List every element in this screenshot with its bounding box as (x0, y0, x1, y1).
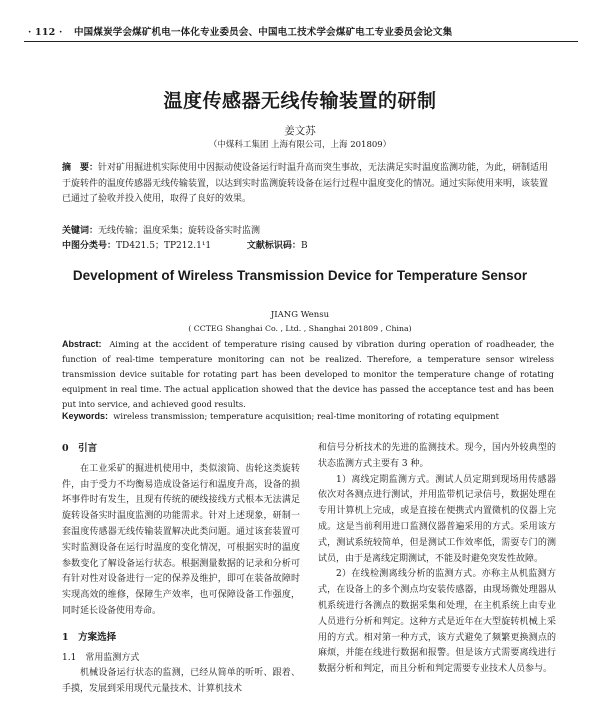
cn-keywords-text: 无线传输；温度采集；旋转设备实时监测 (98, 226, 261, 236)
en-abstract-label: Abstract: (62, 339, 102, 349)
en-title: Development of Wireless Transmission Device for Temperature Sensor (72, 268, 528, 283)
body-column-right (318, 441, 556, 678)
body-column-left (62, 441, 300, 698)
cn-doc-label: 文献标识码： (246, 241, 301, 251)
cn-keywords-label: 关键词： (62, 226, 99, 236)
en-affiliation: ( CCTEG Shanghai Co. , Ltd. , Shanghai 201809 , China) (188, 324, 412, 333)
cn-abstract-label: 摘 要： (62, 163, 99, 173)
cn-title: 温度传感器无线传输装置的研制 (163, 90, 437, 112)
en-keywords (62, 409, 554, 424)
header-rule (24, 41, 578, 42)
en-abstract-text: Aiming at the accident of temperature rising caused by vibration during operation of roadheader, the function of real-time temperature monitoring can not be realized. Therefore, a temperature sensor wireless transmission device suitable for rotating part has been developed to monitor the temperature change of rotating equipment in real time. The actual application showed that the device has passed the acceptance test and has been put into service, and achieved good results. (62, 339, 554, 409)
right-paragraph-1: 和信号分析技术的先进的监测技术。现今，国内外较典型的状态监测方式主要有 3 种。 (318, 443, 556, 469)
en-abstract (62, 337, 554, 412)
section-0-paragraph: 在工业采矿的掘进机使用中，类似滚筒、齿轮这类旋转件，由于受力不均衡易造成设备运行和温度升高，设备的损坏事件时有发生，且现有传统的硬线接线方式根本无法满足旋转设备实时温度监测的功能需求。针对上述现象，研制一套温度传感器无线传输装置解决此类问题。通过该套装置可实时监测设备在运行时温度的变化情况，可根据实时的温度参数变化了解设备运行状态。根据测量数据的记录和分析可有针对性对设备进行一定的保养及维护，即可在装备故障时实现高效的维修，保障生产效率，也可保障设备工作强度，同时延长设备使用寿命。 (62, 463, 300, 616)
section-1-1-paragraph: 机械设备运行状态的监测，已经从简单的听听、跟着、手摸，发展到采用现代元量技术、计算机技术 (62, 668, 300, 695)
cn-class-label: 中图分类号： (62, 241, 117, 251)
running-header (28, 24, 576, 38)
running-header-text: 中国煤炭学会煤矿机电一体化专业委员会、中国电工技术学会煤矿电工专业委员会论文集 (73, 27, 453, 38)
cn-keywords (62, 224, 552, 240)
en-author: JIANG Wensu (270, 310, 330, 320)
en-keywords-text: wireless transmission; temperature acquisition; real-time monitoring of rotating equipment (113, 411, 499, 421)
right-paragraph-3: 2）在线检测离线分析的监测方式。亦称主从机监测方式，在设备上的多个测点均安装传感器，由现场微处理器从机系统进行各测点的数据采集和处理，在主机系统上由专业人员进行分析和判定。这种方式是近年在大型旋转机械上采用的方式。相对第一种方式，该方式避免了频繁更换测点的麻烦，并能在线进行数据和报警。但是该方式需要离线进行数据分析和判定，而且分析和判定需要专业技术人员参与。 (318, 569, 556, 675)
cn-author: 姜文苏 (284, 125, 316, 137)
page-number: · 112 · (28, 27, 63, 38)
cn-affiliation: （中煤科工集团 上海有限公司，上海 201809） (208, 140, 392, 150)
cn-doc-value: B (300, 241, 308, 251)
cn-class-value: TD421.5；TP212.1¹1 (116, 241, 212, 251)
cn-abstract (62, 161, 552, 208)
cn-classification (62, 239, 552, 255)
right-paragraph-2: 1）离线定期监测方式。测试人员定期到现场用传感器依次对各测点进行测试，并用监带机记录信号，数据处理在专用计算机上完成，或是直接在便携式内置微机的仪器上完成。这是当前利用进口监测仪器普遍采用的方式。采用该方式，测试系统较简单，但是测试工作效率低，需耍专门的测试员，由于是离线定期测试，不能及时避免突发性故障。 (318, 474, 556, 564)
en-keywords-label: Keywords: (62, 411, 109, 421)
cn-abstract-text: 针对矿用掘进机实际使用中因振动使设备运行时温升高而突生事故，无法满足实时温度监测功能，为此，研制适用于旋转件的温度传感器无线传输装置，以达到实时监测旋转设备在运行过程中温度变化的情况。通过实际使用来明，该装置已通过了验收并投入使用，取得了良好的效果。 (62, 163, 549, 204)
section-0-title: 0 引言 (62, 443, 98, 454)
section-1-1-title: 1.1 常用监测方式 (62, 652, 140, 663)
section-1-title: 1 方案选择 (62, 631, 117, 643)
